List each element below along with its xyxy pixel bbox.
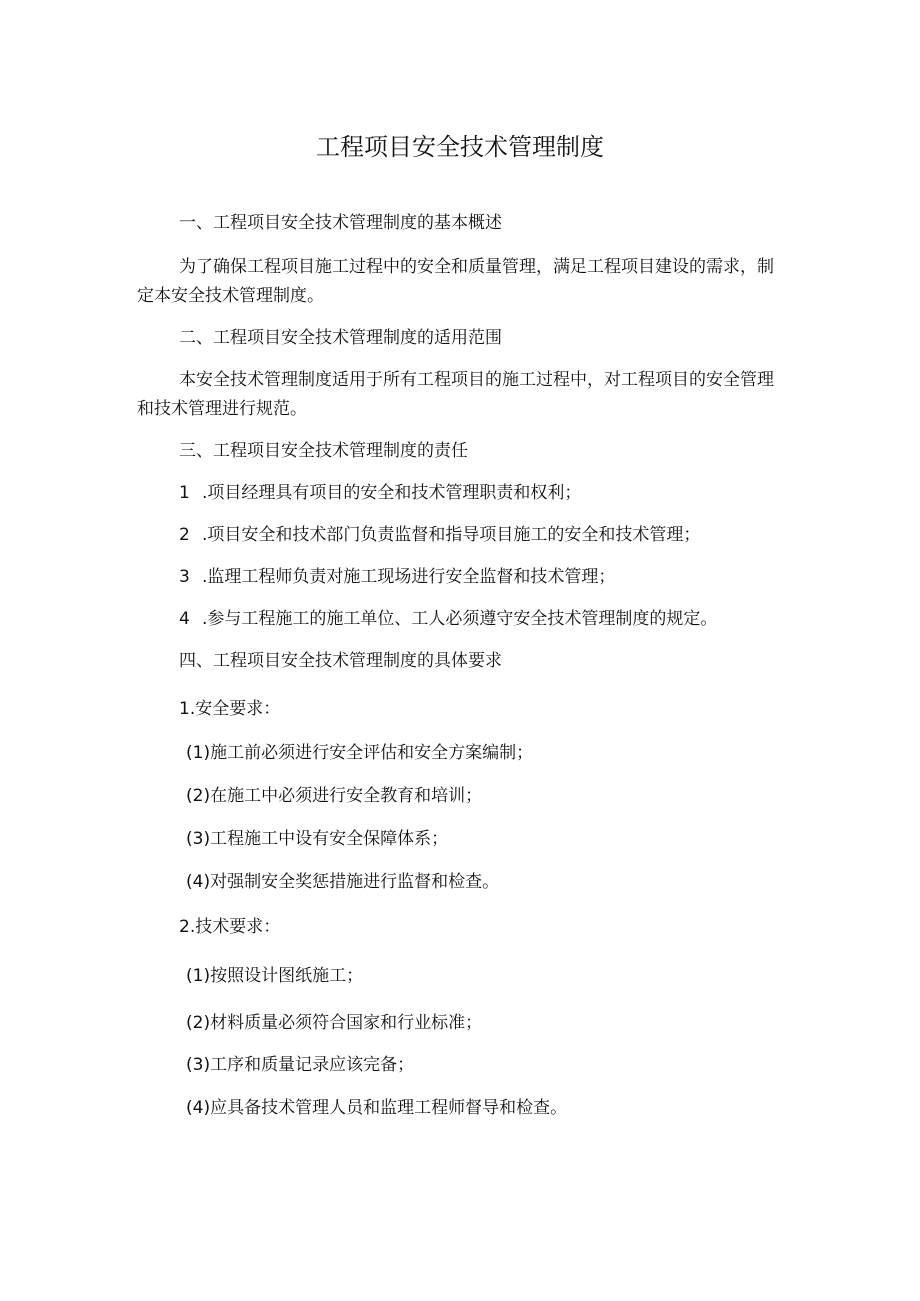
safety-requirements-heading: 1.安全要求： (179, 699, 281, 719)
technical-requirement-item: (4)应具备技术管理人员和监理工程师督导和检查。 (186, 1098, 568, 1118)
technical-requirement-item: (3)工序和质量记录应该完备； (186, 1055, 415, 1075)
list-item-text: .参与工程施工的施工单位、工人必须遵守安全技术管理制度的规定。 (202, 609, 718, 629)
section-2-heading: 二、工程项目安全技术管理制度的适用范围 (179, 328, 502, 348)
list-item-text: .项目安全和技术部门负责监督和指导项目施工的安全和技术管理； (202, 525, 701, 545)
list-item-text: .项目经理具有项目的安全和技术管理职责和权利； (202, 483, 582, 503)
technical-requirement-item: (1)按照设计图纸施工； (186, 966, 364, 986)
section-1-paragraph-line-2: 定本安全技术管理制度。 (137, 286, 324, 306)
section-3-heading: 三、工程项目安全技术管理制度的责任 (179, 441, 468, 461)
section-1-heading: 一、工程项目安全技术管理制度的基本概述 (179, 213, 502, 233)
list-item-number: 4 (179, 609, 190, 629)
section-1-paragraph-line-1: 为了确保工程项目施工过程中的安全和质量管理，满足工程项目建设的需求，制 (179, 257, 774, 277)
safety-requirement-item: (2)在施工中必须进行安全教育和培训； (186, 786, 483, 806)
technical-requirement-item: (2)材料质量必须符合国家和行业标准； (186, 1013, 483, 1033)
technical-requirements-heading: 2.技术要求： (179, 917, 281, 937)
safety-requirement-item: (4)对强制安全奖惩措施进行监督和检查。 (186, 872, 500, 892)
list-item-number: 2 (179, 525, 190, 545)
section-2-paragraph-line-1: 本安全技术管理制度适用于所有工程项目的施工过程中，对工程项目的安全管理 (179, 370, 774, 390)
section-2-paragraph-line-2: 和技术管理进行规范。 (137, 399, 307, 419)
document-title: 工程项目安全技术管理制度 (316, 133, 604, 161)
safety-requirement-item: (3)工程施工中设有安全保障体系； (186, 829, 449, 849)
list-item-number: 1 (179, 483, 190, 503)
list-item-text: .监理工程师负责对施工现场进行安全监督和技术管理； (202, 567, 616, 587)
section-4-heading: 四、工程项目安全技术管理制度的具体要求 (179, 651, 502, 671)
list-item-number: 3 (179, 567, 190, 587)
safety-requirement-item: (1)施工前必须进行安全评估和安全方案编制； (186, 743, 534, 763)
